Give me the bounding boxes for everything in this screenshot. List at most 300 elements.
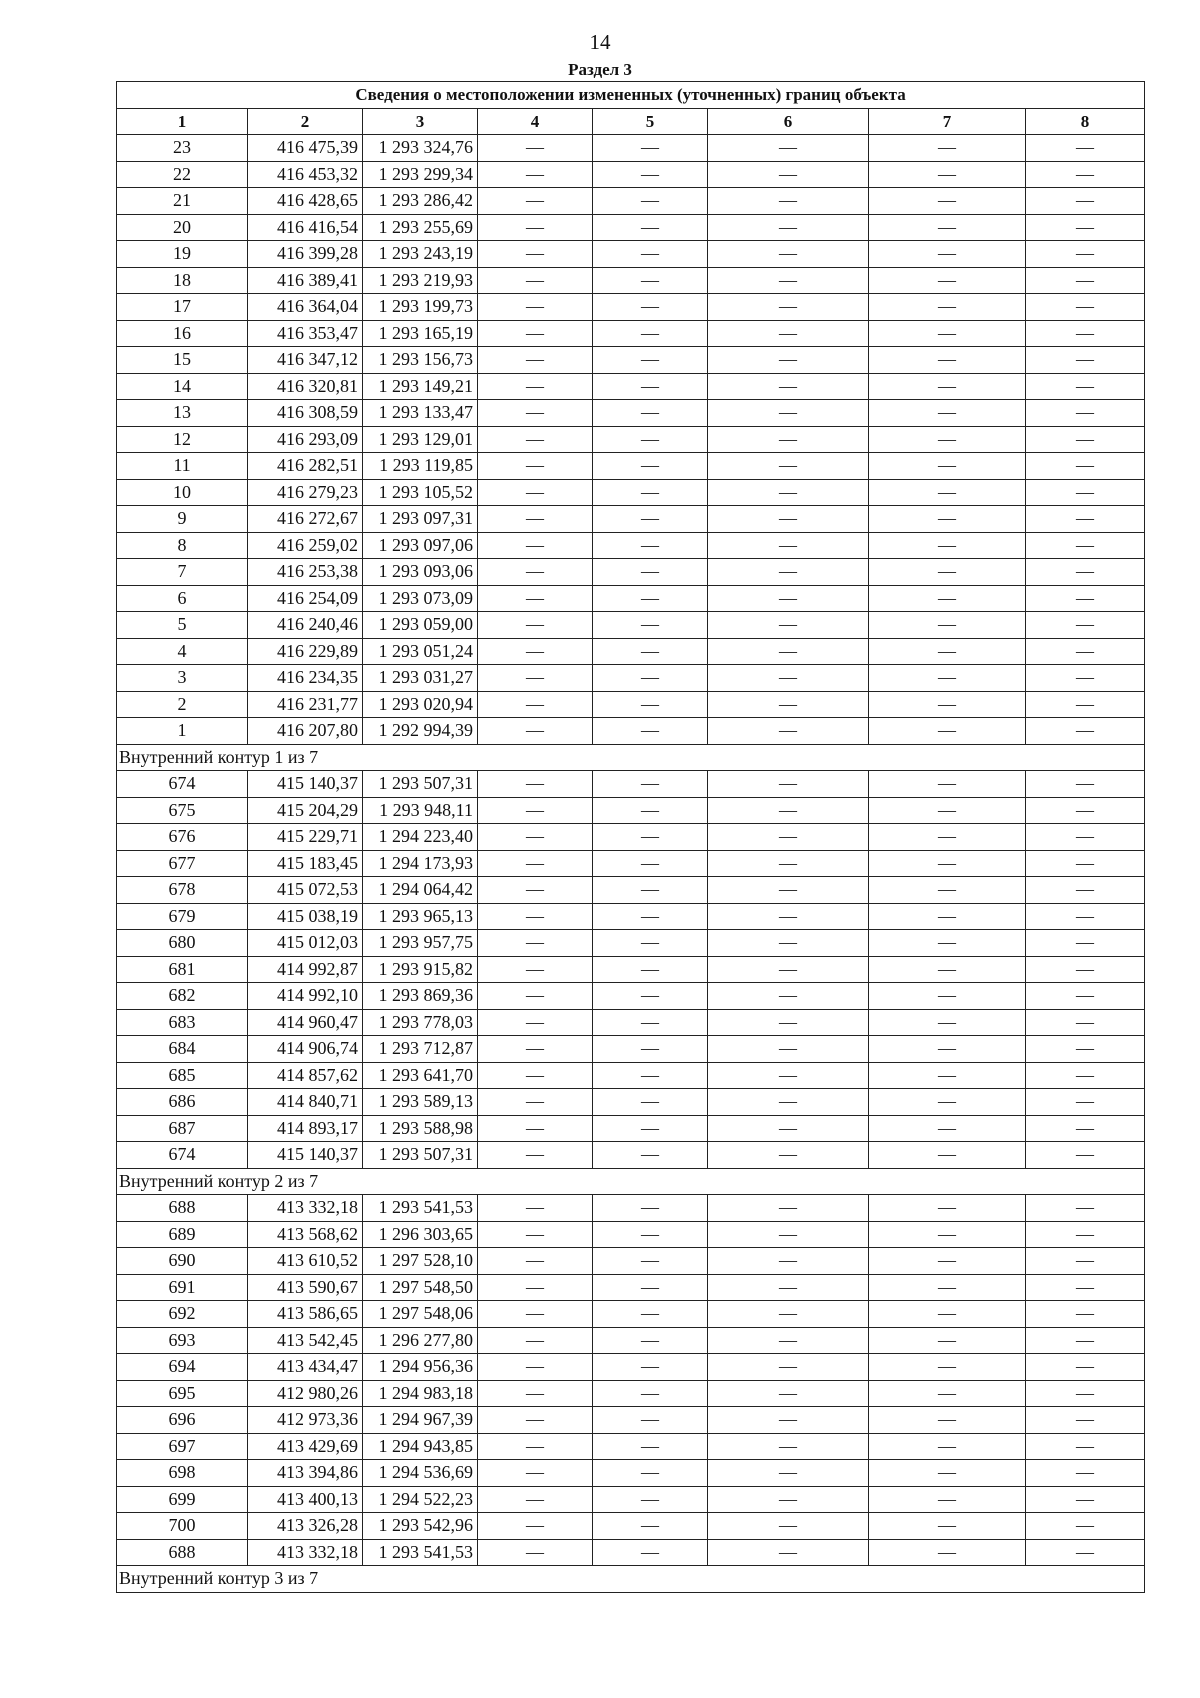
empty-value-dash: — bbox=[869, 718, 1026, 745]
point-number: 681 bbox=[117, 956, 248, 983]
empty-value-dash: — bbox=[869, 585, 1026, 612]
table-row bbox=[117, 691, 1145, 718]
empty-value-dash: — bbox=[869, 1380, 1026, 1407]
coordinate-y: 1 293 915,82 bbox=[363, 956, 478, 983]
empty-value-dash: — bbox=[593, 135, 708, 162]
empty-value-dash: — bbox=[478, 983, 593, 1010]
empty-value-dash: — bbox=[708, 294, 869, 321]
point-number: 17 bbox=[117, 294, 248, 321]
table-row bbox=[117, 320, 1145, 347]
contour-header-row bbox=[117, 1566, 1145, 1593]
point-number: 682 bbox=[117, 983, 248, 1010]
empty-value-dash: — bbox=[478, 1380, 593, 1407]
empty-value-dash: — bbox=[708, 612, 869, 639]
table-row bbox=[117, 1195, 1145, 1222]
empty-value-dash: — bbox=[1026, 532, 1145, 559]
empty-value-dash: — bbox=[1026, 1115, 1145, 1142]
empty-value-dash: — bbox=[869, 241, 1026, 268]
coordinate-x: 415 038,19 bbox=[248, 903, 363, 930]
table-row bbox=[117, 665, 1145, 692]
empty-value-dash: — bbox=[478, 638, 593, 665]
empty-value-dash: — bbox=[1026, 453, 1145, 480]
empty-value-dash: — bbox=[708, 638, 869, 665]
empty-value-dash: — bbox=[478, 903, 593, 930]
empty-value-dash: — bbox=[478, 1115, 593, 1142]
empty-value-dash: — bbox=[1026, 1062, 1145, 1089]
table-row bbox=[117, 506, 1145, 533]
empty-value-dash: — bbox=[1026, 506, 1145, 533]
empty-value-dash: — bbox=[1026, 1327, 1145, 1354]
point-number: 9 bbox=[117, 506, 248, 533]
empty-value-dash: — bbox=[708, 559, 869, 586]
empty-value-dash: — bbox=[1026, 267, 1145, 294]
table-row bbox=[117, 135, 1145, 162]
coordinate-x: 413 610,52 bbox=[248, 1248, 363, 1275]
coordinate-y: 1 296 277,80 bbox=[363, 1327, 478, 1354]
coordinate-x: 415 140,37 bbox=[248, 1142, 363, 1169]
empty-value-dash: — bbox=[593, 1513, 708, 1540]
empty-value-dash: — bbox=[478, 797, 593, 824]
empty-value-dash: — bbox=[478, 1248, 593, 1275]
point-number: 686 bbox=[117, 1089, 248, 1116]
point-number: 696 bbox=[117, 1407, 248, 1434]
empty-value-dash: — bbox=[593, 771, 708, 798]
coordinate-x: 416 207,80 bbox=[248, 718, 363, 745]
table-row bbox=[117, 585, 1145, 612]
coordinate-y: 1 293 589,13 bbox=[363, 1089, 478, 1116]
empty-value-dash: — bbox=[708, 1327, 869, 1354]
point-number: 674 bbox=[117, 1142, 248, 1169]
coordinate-y: 1 297 548,06 bbox=[363, 1301, 478, 1328]
empty-value-dash: — bbox=[869, 506, 1026, 533]
point-number: 676 bbox=[117, 824, 248, 851]
empty-value-dash: — bbox=[593, 1380, 708, 1407]
coordinate-x: 415 140,37 bbox=[248, 771, 363, 798]
empty-value-dash: — bbox=[478, 1486, 593, 1513]
coordinate-x: 415 012,03 bbox=[248, 930, 363, 957]
coordinate-y: 1 293 541,53 bbox=[363, 1539, 478, 1566]
empty-value-dash: — bbox=[593, 188, 708, 215]
contour-header-row bbox=[117, 1168, 1145, 1195]
point-number: 677 bbox=[117, 850, 248, 877]
empty-value-dash: — bbox=[869, 532, 1026, 559]
empty-value-dash: — bbox=[1026, 135, 1145, 162]
coordinate-y: 1 293 541,53 bbox=[363, 1195, 478, 1222]
point-number: 20 bbox=[117, 214, 248, 241]
boundary-coordinates-table bbox=[116, 81, 1145, 1593]
empty-value-dash: — bbox=[708, 983, 869, 1010]
empty-value-dash: — bbox=[593, 665, 708, 692]
coordinate-y: 1 294 223,40 bbox=[363, 824, 478, 851]
empty-value-dash: — bbox=[478, 1221, 593, 1248]
empty-value-dash: — bbox=[593, 1195, 708, 1222]
coordinate-y: 1 297 528,10 bbox=[363, 1248, 478, 1275]
empty-value-dash: — bbox=[1026, 930, 1145, 957]
coordinate-x: 416 353,47 bbox=[248, 320, 363, 347]
empty-value-dash: — bbox=[593, 585, 708, 612]
empty-value-dash: — bbox=[708, 1539, 869, 1566]
empty-value-dash: — bbox=[869, 691, 1026, 718]
empty-value-dash: — bbox=[478, 850, 593, 877]
column-number: 2 bbox=[248, 108, 363, 135]
empty-value-dash: — bbox=[1026, 771, 1145, 798]
empty-value-dash: — bbox=[708, 1036, 869, 1063]
empty-value-dash: — bbox=[869, 1142, 1026, 1169]
empty-value-dash: — bbox=[478, 585, 593, 612]
coordinate-x: 413 332,18 bbox=[248, 1539, 363, 1566]
coordinate-y: 1 293 299,34 bbox=[363, 161, 478, 188]
empty-value-dash: — bbox=[1026, 1380, 1145, 1407]
table-row bbox=[117, 1380, 1145, 1407]
coordinate-x: 414 840,71 bbox=[248, 1089, 363, 1116]
empty-value-dash: — bbox=[1026, 320, 1145, 347]
coordinate-x: 416 279,23 bbox=[248, 479, 363, 506]
table-row bbox=[117, 1433, 1145, 1460]
empty-value-dash: — bbox=[708, 1062, 869, 1089]
point-number: 689 bbox=[117, 1221, 248, 1248]
point-number: 680 bbox=[117, 930, 248, 957]
coordinate-x: 416 282,51 bbox=[248, 453, 363, 480]
coordinate-x: 414 857,62 bbox=[248, 1062, 363, 1089]
empty-value-dash: — bbox=[593, 797, 708, 824]
empty-value-dash: — bbox=[708, 320, 869, 347]
empty-value-dash: — bbox=[593, 1009, 708, 1036]
point-number: 12 bbox=[117, 426, 248, 453]
coordinate-y: 1 293 105,52 bbox=[363, 479, 478, 506]
coordinate-y: 1 293 778,03 bbox=[363, 1009, 478, 1036]
empty-value-dash: — bbox=[869, 161, 1026, 188]
empty-value-dash: — bbox=[869, 188, 1026, 215]
empty-value-dash: — bbox=[869, 1062, 1026, 1089]
coordinate-x: 415 072,53 bbox=[248, 877, 363, 904]
point-number: 693 bbox=[117, 1327, 248, 1354]
table-row bbox=[117, 1009, 1145, 1036]
coordinate-x: 413 394,86 bbox=[248, 1460, 363, 1487]
coordinate-y: 1 296 303,65 bbox=[363, 1221, 478, 1248]
table-row bbox=[117, 983, 1145, 1010]
coordinate-x: 416 293,09 bbox=[248, 426, 363, 453]
coordinate-y: 1 293 119,85 bbox=[363, 453, 478, 480]
coordinate-x: 412 973,36 bbox=[248, 1407, 363, 1434]
empty-value-dash: — bbox=[593, 1142, 708, 1169]
empty-value-dash: — bbox=[869, 426, 1026, 453]
table-row bbox=[117, 1460, 1145, 1487]
empty-value-dash: — bbox=[708, 532, 869, 559]
empty-value-dash: — bbox=[593, 903, 708, 930]
table-row bbox=[117, 930, 1145, 957]
coordinate-x: 416 399,28 bbox=[248, 241, 363, 268]
table-row bbox=[117, 188, 1145, 215]
coordinate-x: 415 204,29 bbox=[248, 797, 363, 824]
table-row bbox=[117, 638, 1145, 665]
empty-value-dash: — bbox=[1026, 1539, 1145, 1566]
table-row bbox=[117, 400, 1145, 427]
empty-value-dash: — bbox=[869, 1036, 1026, 1063]
empty-value-dash: — bbox=[708, 585, 869, 612]
table-row bbox=[117, 241, 1145, 268]
empty-value-dash: — bbox=[478, 1354, 593, 1381]
coordinate-x: 415 229,71 bbox=[248, 824, 363, 851]
empty-value-dash: — bbox=[593, 294, 708, 321]
coordinate-x: 414 893,17 bbox=[248, 1115, 363, 1142]
empty-value-dash: — bbox=[869, 1274, 1026, 1301]
empty-value-dash: — bbox=[1026, 665, 1145, 692]
empty-value-dash: — bbox=[869, 956, 1026, 983]
point-number: 4 bbox=[117, 638, 248, 665]
coordinate-x: 414 992,10 bbox=[248, 983, 363, 1010]
point-number: 684 bbox=[117, 1036, 248, 1063]
coordinate-y: 1 293 255,69 bbox=[363, 214, 478, 241]
point-number: 11 bbox=[117, 453, 248, 480]
empty-value-dash: — bbox=[478, 373, 593, 400]
empty-value-dash: — bbox=[1026, 718, 1145, 745]
coordinate-x: 416 229,89 bbox=[248, 638, 363, 665]
empty-value-dash: — bbox=[478, 1407, 593, 1434]
coordinate-x: 416 475,39 bbox=[248, 135, 363, 162]
coordinate-x: 413 332,18 bbox=[248, 1195, 363, 1222]
empty-value-dash: — bbox=[1026, 161, 1145, 188]
coordinate-x: 413 434,47 bbox=[248, 1354, 363, 1381]
empty-value-dash: — bbox=[869, 1327, 1026, 1354]
point-number: 16 bbox=[117, 320, 248, 347]
empty-value-dash: — bbox=[1026, 1407, 1145, 1434]
table-row bbox=[117, 1036, 1145, 1063]
coordinate-x: 416 347,12 bbox=[248, 347, 363, 374]
empty-value-dash: — bbox=[708, 930, 869, 957]
empty-value-dash: — bbox=[478, 612, 593, 639]
empty-value-dash: — bbox=[708, 214, 869, 241]
empty-value-dash: — bbox=[478, 1539, 593, 1566]
table-row bbox=[117, 903, 1145, 930]
empty-value-dash: — bbox=[869, 1089, 1026, 1116]
coordinate-y: 1 293 051,24 bbox=[363, 638, 478, 665]
empty-value-dash: — bbox=[1026, 1142, 1145, 1169]
empty-value-dash: — bbox=[1026, 1354, 1145, 1381]
empty-value-dash: — bbox=[869, 453, 1026, 480]
table-row bbox=[117, 294, 1145, 321]
point-number: 5 bbox=[117, 612, 248, 639]
empty-value-dash: — bbox=[869, 559, 1026, 586]
coordinate-x: 416 428,65 bbox=[248, 188, 363, 215]
coordinate-x: 416 453,32 bbox=[248, 161, 363, 188]
coordinate-y: 1 293 957,75 bbox=[363, 930, 478, 957]
empty-value-dash: — bbox=[593, 453, 708, 480]
empty-value-dash: — bbox=[478, 347, 593, 374]
empty-value-dash: — bbox=[708, 426, 869, 453]
coordinate-y: 1 293 149,21 bbox=[363, 373, 478, 400]
empty-value-dash: — bbox=[869, 1433, 1026, 1460]
empty-value-dash: — bbox=[478, 1274, 593, 1301]
column-number: 4 bbox=[478, 108, 593, 135]
table-body bbox=[117, 135, 1145, 1593]
empty-value-dash: — bbox=[708, 850, 869, 877]
coordinate-x: 416 231,77 bbox=[248, 691, 363, 718]
empty-value-dash: — bbox=[593, 1460, 708, 1487]
empty-value-dash: — bbox=[478, 665, 593, 692]
empty-value-dash: — bbox=[708, 718, 869, 745]
empty-value-dash: — bbox=[869, 214, 1026, 241]
coordinate-y: 1 293 243,19 bbox=[363, 241, 478, 268]
empty-value-dash: — bbox=[869, 1407, 1026, 1434]
point-number: 691 bbox=[117, 1274, 248, 1301]
empty-value-dash: — bbox=[478, 718, 593, 745]
coordinate-x: 412 980,26 bbox=[248, 1380, 363, 1407]
empty-value-dash: — bbox=[593, 956, 708, 983]
empty-value-dash: — bbox=[708, 691, 869, 718]
table-row bbox=[117, 1327, 1145, 1354]
empty-value-dash: — bbox=[478, 532, 593, 559]
empty-value-dash: — bbox=[708, 1089, 869, 1116]
empty-value-dash: — bbox=[593, 1089, 708, 1116]
point-number: 685 bbox=[117, 1062, 248, 1089]
point-number: 19 bbox=[117, 241, 248, 268]
column-number: 5 bbox=[593, 108, 708, 135]
empty-value-dash: — bbox=[478, 691, 593, 718]
empty-value-dash: — bbox=[708, 135, 869, 162]
coordinate-y: 1 293 031,27 bbox=[363, 665, 478, 692]
empty-value-dash: — bbox=[708, 877, 869, 904]
point-number: 679 bbox=[117, 903, 248, 930]
empty-value-dash: — bbox=[593, 1274, 708, 1301]
empty-value-dash: — bbox=[478, 1301, 593, 1328]
table-row bbox=[117, 1062, 1145, 1089]
empty-value-dash: — bbox=[708, 453, 869, 480]
empty-value-dash: — bbox=[1026, 241, 1145, 268]
column-number: 3 bbox=[363, 108, 478, 135]
empty-value-dash: — bbox=[869, 1221, 1026, 1248]
empty-value-dash: — bbox=[478, 559, 593, 586]
coordinate-x: 416 389,41 bbox=[248, 267, 363, 294]
point-number: 3 bbox=[117, 665, 248, 692]
empty-value-dash: — bbox=[1026, 1301, 1145, 1328]
empty-value-dash: — bbox=[593, 1248, 708, 1275]
empty-value-dash: — bbox=[1026, 1248, 1145, 1275]
empty-value-dash: — bbox=[708, 1195, 869, 1222]
point-number: 21 bbox=[117, 188, 248, 215]
empty-value-dash: — bbox=[708, 771, 869, 798]
empty-value-dash: — bbox=[708, 400, 869, 427]
empty-value-dash: — bbox=[593, 612, 708, 639]
coordinate-x: 414 960,47 bbox=[248, 1009, 363, 1036]
empty-value-dash: — bbox=[869, 320, 1026, 347]
table-row bbox=[117, 850, 1145, 877]
coordinate-y: 1 293 165,19 bbox=[363, 320, 478, 347]
empty-value-dash: — bbox=[869, 1460, 1026, 1487]
empty-value-dash: — bbox=[869, 267, 1026, 294]
empty-value-dash: — bbox=[708, 797, 869, 824]
empty-value-dash: — bbox=[708, 1513, 869, 1540]
coordinate-y: 1 293 507,31 bbox=[363, 771, 478, 798]
empty-value-dash: — bbox=[593, 532, 708, 559]
empty-value-dash: — bbox=[1026, 824, 1145, 851]
empty-value-dash: — bbox=[869, 1248, 1026, 1275]
empty-value-dash: — bbox=[478, 771, 593, 798]
empty-value-dash: — bbox=[478, 320, 593, 347]
empty-value-dash: — bbox=[593, 214, 708, 241]
empty-value-dash: — bbox=[478, 824, 593, 851]
point-number: 13 bbox=[117, 400, 248, 427]
empty-value-dash: — bbox=[593, 1062, 708, 1089]
coordinate-x: 416 234,35 bbox=[248, 665, 363, 692]
empty-value-dash: — bbox=[593, 426, 708, 453]
empty-value-dash: — bbox=[1026, 612, 1145, 639]
empty-value-dash: — bbox=[708, 1460, 869, 1487]
empty-value-dash: — bbox=[593, 850, 708, 877]
empty-value-dash: — bbox=[593, 161, 708, 188]
coordinate-y: 1 293 965,13 bbox=[363, 903, 478, 930]
point-number: 7 bbox=[117, 559, 248, 586]
table-row bbox=[117, 797, 1145, 824]
column-number: 7 bbox=[869, 108, 1026, 135]
point-number: 1 bbox=[117, 718, 248, 745]
empty-value-dash: — bbox=[478, 400, 593, 427]
point-number: 687 bbox=[117, 1115, 248, 1142]
empty-value-dash: — bbox=[1026, 797, 1145, 824]
empty-value-dash: — bbox=[708, 161, 869, 188]
coordinate-y: 1 294 536,69 bbox=[363, 1460, 478, 1487]
empty-value-dash: — bbox=[869, 1009, 1026, 1036]
empty-value-dash: — bbox=[869, 903, 1026, 930]
empty-value-dash: — bbox=[593, 559, 708, 586]
empty-value-dash: — bbox=[1026, 559, 1145, 586]
point-number: 695 bbox=[117, 1380, 248, 1407]
point-number: 688 bbox=[117, 1195, 248, 1222]
empty-value-dash: — bbox=[478, 877, 593, 904]
coordinate-y: 1 293 219,93 bbox=[363, 267, 478, 294]
empty-value-dash: — bbox=[708, 824, 869, 851]
coordinate-y: 1 294 522,23 bbox=[363, 1486, 478, 1513]
table-row bbox=[117, 1486, 1145, 1513]
empty-value-dash: — bbox=[593, 320, 708, 347]
empty-value-dash: — bbox=[869, 665, 1026, 692]
empty-value-dash: — bbox=[1026, 214, 1145, 241]
empty-value-dash: — bbox=[869, 983, 1026, 1010]
empty-value-dash: — bbox=[1026, 400, 1145, 427]
column-number: 8 bbox=[1026, 108, 1145, 135]
coordinate-y: 1 293 097,31 bbox=[363, 506, 478, 533]
coordinate-y: 1 294 943,85 bbox=[363, 1433, 478, 1460]
empty-value-dash: — bbox=[478, 1460, 593, 1487]
contour-label: Внутренний контур 2 из 7 bbox=[117, 1168, 1145, 1195]
empty-value-dash: — bbox=[1026, 1089, 1145, 1116]
coordinate-y: 1 293 641,70 bbox=[363, 1062, 478, 1089]
empty-value-dash: — bbox=[593, 983, 708, 1010]
point-number: 700 bbox=[117, 1513, 248, 1540]
coordinate-x: 416 253,38 bbox=[248, 559, 363, 586]
empty-value-dash: — bbox=[1026, 903, 1145, 930]
table-row bbox=[117, 267, 1145, 294]
empty-value-dash: — bbox=[869, 850, 1026, 877]
empty-value-dash: — bbox=[708, 1142, 869, 1169]
table-row bbox=[117, 1115, 1145, 1142]
empty-value-dash: — bbox=[708, 1380, 869, 1407]
contour-header-row bbox=[117, 744, 1145, 771]
coordinate-y: 1 294 983,18 bbox=[363, 1380, 478, 1407]
table-row bbox=[117, 426, 1145, 453]
column-number: 1 bbox=[117, 108, 248, 135]
empty-value-dash: — bbox=[478, 214, 593, 241]
empty-value-dash: — bbox=[708, 188, 869, 215]
empty-value-dash: — bbox=[478, 1433, 593, 1460]
point-number: 22 bbox=[117, 161, 248, 188]
coordinate-y: 1 293 133,47 bbox=[363, 400, 478, 427]
empty-value-dash: — bbox=[593, 1407, 708, 1434]
empty-value-dash: — bbox=[869, 400, 1026, 427]
empty-value-dash: — bbox=[1026, 585, 1145, 612]
point-number: 688 bbox=[117, 1539, 248, 1566]
coordinate-x: 415 183,45 bbox=[248, 850, 363, 877]
table-row bbox=[117, 373, 1145, 400]
